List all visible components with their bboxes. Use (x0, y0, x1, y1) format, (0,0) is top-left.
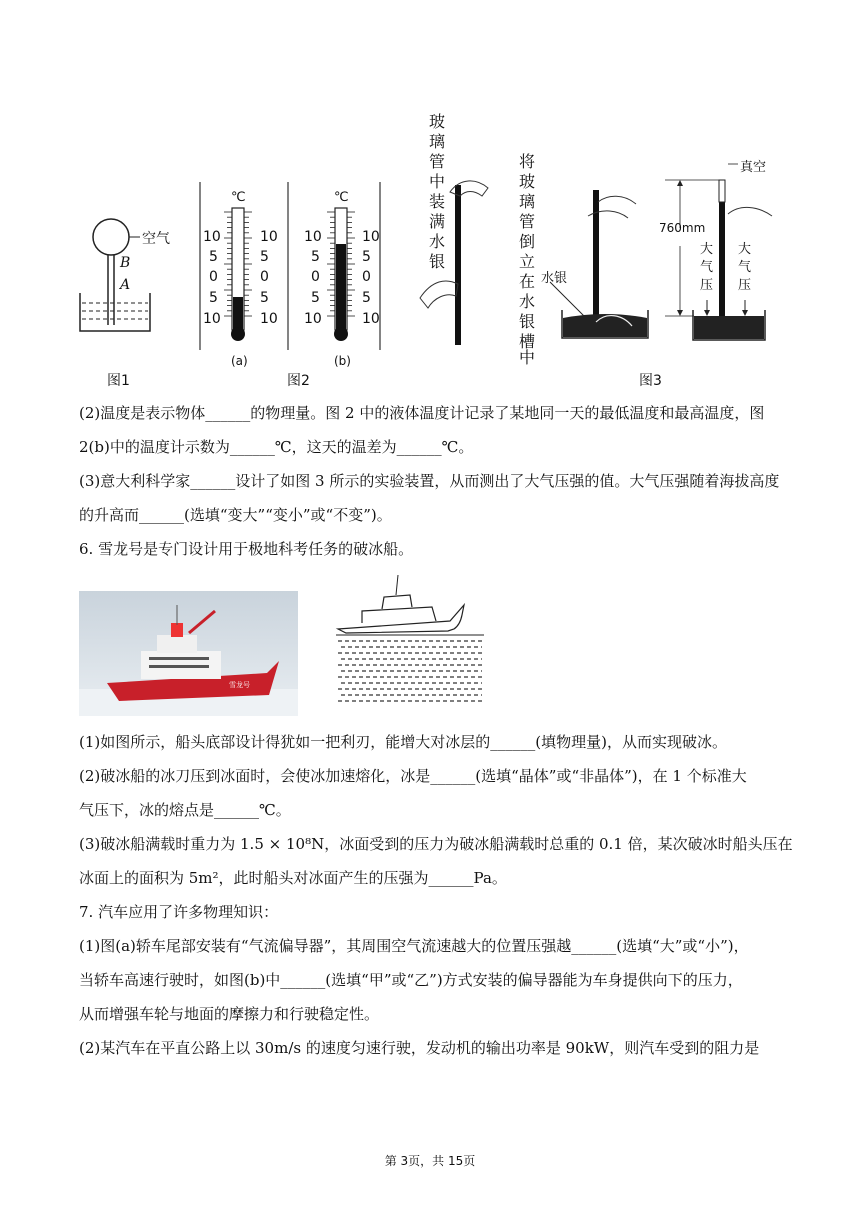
figure-3-torricelli-diagram (410, 150, 790, 350)
vchar: 气 (700, 260, 714, 275)
scale-label: 5 (260, 249, 269, 265)
q6-part1: (1)如图所示，船头底部设计得犹如一把利刃，能增大对冰层的______(填物理量)，从而实现破冰。 (79, 733, 727, 751)
vchar: 装 (428, 192, 445, 211)
scale-label: 0 (260, 269, 269, 285)
fig3-caption: 图3 (639, 373, 662, 389)
scale-label: 10 (304, 229, 322, 245)
q5-part2-line1: (2)温度是表示物体______的物理量。图 2 中的液体温度计记录了某地同一天的最低温度和最高温度，图 (79, 404, 765, 422)
figure-2-thermometers (195, 180, 385, 370)
fig1-b-label: B (120, 255, 131, 271)
q7-part2-line1: (2)某汽车在平直公路上以 30m/s 的速度匀速行驶，发动机的输出功率是 90kW，则汽车受到的阻力是 (79, 1039, 760, 1057)
vchar: 压 (738, 278, 752, 293)
q7-part1-line2: 当轿车高速行驶时，如图(b)中______(选填“甲”或“乙”)方式安装的偏导器能为车身提供向下的压力， (79, 971, 743, 989)
q7-part1-line1: (1)图(a)轿车尾部安装有“气流偏导器”，其周围空气流速越大的位置压强越______(选填“大”或“小”)， (79, 937, 749, 955)
scale-label: 10 (260, 229, 278, 245)
vchar: 璃 (428, 132, 445, 151)
icebreaker-photo (79, 591, 298, 716)
vchar: 璃 (518, 192, 535, 211)
fig2-sub-b: (b) (334, 354, 351, 368)
fig2-unit-a: ℃ (231, 190, 246, 205)
scale-label: 5 (209, 249, 218, 265)
scale-label: 0 (362, 269, 371, 285)
scale-label: 5 (209, 290, 218, 306)
vchar: 大 (738, 242, 752, 257)
q5-part3-line2: 的升高而______(选填“变大”“变小”或“不变”)。 (79, 506, 392, 524)
ship-hull-text: 雪龙号 (229, 681, 250, 689)
vchar: 大 (700, 242, 714, 257)
scale-label: 10 (304, 311, 322, 327)
vchar: 气 (738, 260, 752, 275)
scale-label: 5 (311, 249, 320, 265)
fig3-mercury-label: 水银 (541, 271, 568, 286)
vchar: 倒 (518, 232, 535, 251)
fig1-a-label: A (120, 277, 131, 293)
vchar: 立 (518, 252, 535, 271)
vchar: 玻 (518, 172, 535, 191)
vchar: 水 (518, 292, 535, 311)
vchar: 中 (518, 348, 535, 367)
fig2-unit-b: ℃ (334, 190, 349, 205)
fig2-sub-a: (a) (231, 354, 248, 368)
vchar: 水 (428, 232, 445, 251)
vchar: 将 (518, 152, 535, 171)
scale-label: 0 (311, 269, 320, 285)
scale-label: 5 (260, 290, 269, 306)
vchar: 管 (428, 152, 445, 171)
fig3-vacuum-label: 真空 (740, 160, 767, 175)
scale-label: 5 (362, 249, 371, 265)
vchar: 满 (428, 212, 445, 231)
q5-part3-line1: (3)意大利科学家______设计了如图 3 所示的实验装置，从而测出了大气压强的值。大气压强随着海拔高度 (79, 472, 780, 490)
fig1-air-label: 空气 (142, 231, 170, 247)
scale-label: 5 (311, 290, 320, 306)
q6-part3-line2: 冰面上的面积为 5m²，此时船头对冰面产生的压强为______Pa。 (79, 869, 507, 887)
scale-label: 10 (260, 311, 278, 327)
figure-1-flask-diagram (78, 215, 188, 335)
scale-label: 5 (362, 290, 371, 306)
vchar: 中 (428, 172, 445, 191)
vchar: 银 (518, 312, 535, 331)
q6-title: 6. 雪龙号是专门设计用于极地科考任务的破冰船。 (79, 540, 414, 558)
fig3-760mm-label: 760mm (659, 221, 706, 235)
q7-part1-line3: 从而增强车轮与地面的摩擦力和行驶稳定性。 (79, 1005, 380, 1023)
scale-label: 0 (209, 269, 218, 285)
page-footer: 第 3页，共 15页 (384, 1154, 476, 1168)
scale-label: 10 (362, 229, 380, 245)
vchar: 银 (428, 252, 445, 271)
q6-part2-line1: (2)破冰船的冰刀压到冰面时，会使冰加速熔化，冰是______(选填“晶体”或“非晶体”)，在 1 个标准大 (79, 767, 747, 785)
q7-title: 7. 汽车应用了许多物理知识： (79, 903, 279, 921)
q6-part2-line2: 气压下，冰的熔点是______℃。 (79, 801, 291, 819)
scale-label: 10 (203, 229, 221, 245)
scale-label: 10 (203, 311, 221, 327)
q5-part2-line2: 2(b)中的温度计示数为______℃，这天的温差为______℃。 (79, 438, 474, 456)
ship-diagram (332, 571, 488, 706)
q6-part3-line1: (3)破冰船满载时重力为 1.5 × 10⁸N，冰面受到的压力为破冰船满载时总重的 0.1 倍，某次破冰时船头压在 (79, 835, 793, 853)
vchar: 在 (518, 272, 535, 291)
vchar: 槽 (518, 332, 535, 351)
vchar: 压 (700, 278, 714, 293)
vchar: 玻 (428, 112, 445, 131)
fig1-caption: 图1 (107, 373, 130, 389)
fig2-caption: 图2 (287, 373, 310, 389)
vchar: 管 (518, 212, 535, 231)
scale-label: 10 (362, 311, 380, 327)
